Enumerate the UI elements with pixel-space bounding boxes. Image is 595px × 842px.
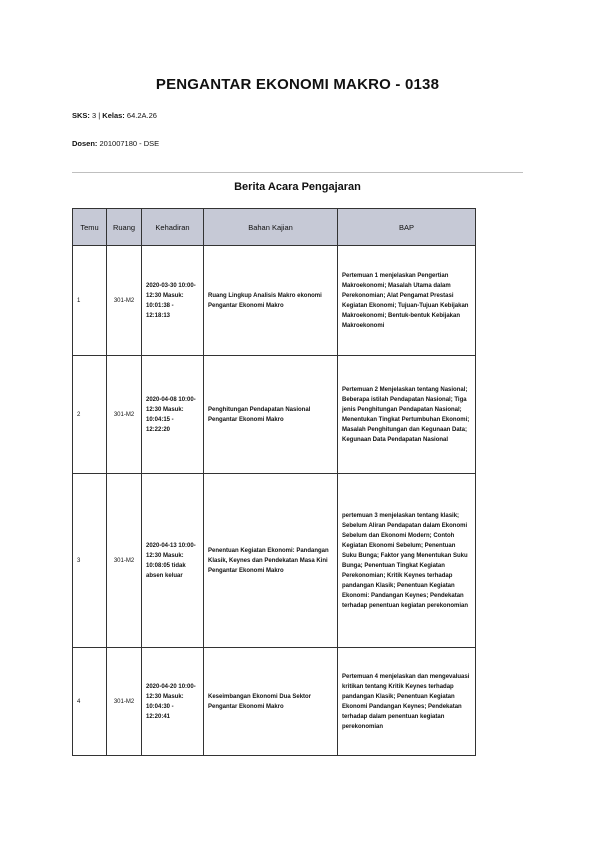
section-title: Berita Acara Pengajaran: [234, 181, 361, 193]
sks-value: 3 |: [89, 111, 103, 120]
header-ruang: Ruang: [107, 209, 142, 246]
cell-ruang: 301-M2: [107, 648, 142, 756]
cell-ruang: 301-M2: [107, 246, 142, 356]
cell-ruang: 301-M2: [107, 474, 142, 648]
header-bahan-kajian: Bahan Kajian: [204, 209, 338, 246]
course-info-line: [72, 111, 157, 120]
dosen-label: Dosen:: [72, 139, 98, 148]
table-row: [73, 246, 476, 356]
dosen-value: 201007180 - DSE: [97, 139, 160, 148]
sks-label: SKS:: [72, 111, 90, 120]
table-row: [73, 356, 476, 474]
cell-kehadiran: 2020-04-20 10:00-12:30 Masuk: 10:04:30 - 12:20:41: [142, 648, 204, 756]
header-temu: Temu: [73, 209, 107, 246]
cell-temu: 3: [73, 474, 107, 648]
cell-kehadiran: 2020-03-30 10:00-12:30 Masuk: 10:01:38 - 12:18:13: [142, 246, 204, 356]
cell-temu: 1: [73, 246, 107, 356]
cell-temu: 4: [73, 648, 107, 756]
header-kehadiran: Kehadiran: [142, 209, 204, 246]
cell-bap: Pertemuan 1 menjelaskan Pengertian Makroekonomi; Masalah Utama dalam Perekonomian; Alat Pengamat Prestasi Kegiatan Ekonomi; Tujuan-Tujuan Kebijakan Makroekonomi; Bentuk-bentuk Kebijakan Makroekonomi: [338, 246, 476, 356]
kelas-value: 64.2A.26: [124, 111, 157, 120]
cell-bap: Pertemuan 4 menjelaskan dan mengevaluasi kritikan tentang Kritik Keynes terhadap pandangan Klasik; Penentuan Kegiatan Ekonomi Pandangan Keynes; Pendekatan terhadap dalam penentuan kegiatan perekonomian: [338, 648, 476, 756]
bap-table: [72, 208, 476, 756]
cell-bahan-kajian: Penghitungan Pendapatan Nasional Pengantar Ekonomi Makro: [204, 356, 338, 474]
cell-bap: Pertemuan 2 Menjelaskan tentang Nasional; Beberapa istilah Pendapatan Nasional; Tiga jenis Penghitungan Pendapatan Nasional; Menentukan Tingkat Pertumbuhan Ekonomi; Masalah Penghitungan dan Kegunaan Data; Kegunaan Data Pendapatan Nasional: [338, 356, 476, 474]
page-title: PENGANTAR EKONOMI MAKRO - 0138: [155, 76, 440, 93]
kelas-label: Kelas:: [102, 111, 125, 120]
table-header-row: [73, 209, 476, 246]
lecturer-info-line: [72, 139, 159, 148]
header-bap: BAP: [338, 209, 476, 246]
table-row: [73, 474, 476, 648]
cell-bahan-kajian: Ruang Lingkup Analisis Makro ekonomi Pengantar Ekonomi Makro: [204, 246, 338, 356]
cell-kehadiran: 2020-04-08 10:00-12:30 Masuk: 10:04:15 - 12:22:20: [142, 356, 204, 474]
cell-temu: 2: [73, 356, 107, 474]
cell-kehadiran: 2020-04-13 10:00-12:30 Masuk: 10:08:05 tidak absen keluar: [142, 474, 204, 648]
cell-bap: pertemuan 3 menjelaskan tentang klasik; Sebelum Aliran Pendapatan dalam Ekonomi Sebelum dan Ekonomi Modern; Contoh Kegiatan Ekonomi Sebelum; Penentuan Suku Bunga; Faktor yang Menentukan Suku Bunga; Penentuan Tingkat Kegiatan Perekonomian; Kritik Keynes terhadap pandangan Klasik; Penentuan Kegiatan Ekonomi: Pandangan Keynes; Pendekatan terhadap penentuan kegiatan perekonomian: [338, 474, 476, 648]
cell-bahan-kajian: Keseimbangan Ekonomi Dua Sektor Pengantar Ekonomi Makro: [204, 648, 338, 756]
cell-ruang: 301-M2: [107, 356, 142, 474]
table-row: [73, 648, 476, 756]
cell-bahan-kajian: Penentuan Kegiatan Ekonomi: Pandangan Klasik, Keynes dan Pendekatan Masa Kini Pengantar Ekonomi Makro: [204, 474, 338, 648]
divider: [72, 172, 523, 173]
